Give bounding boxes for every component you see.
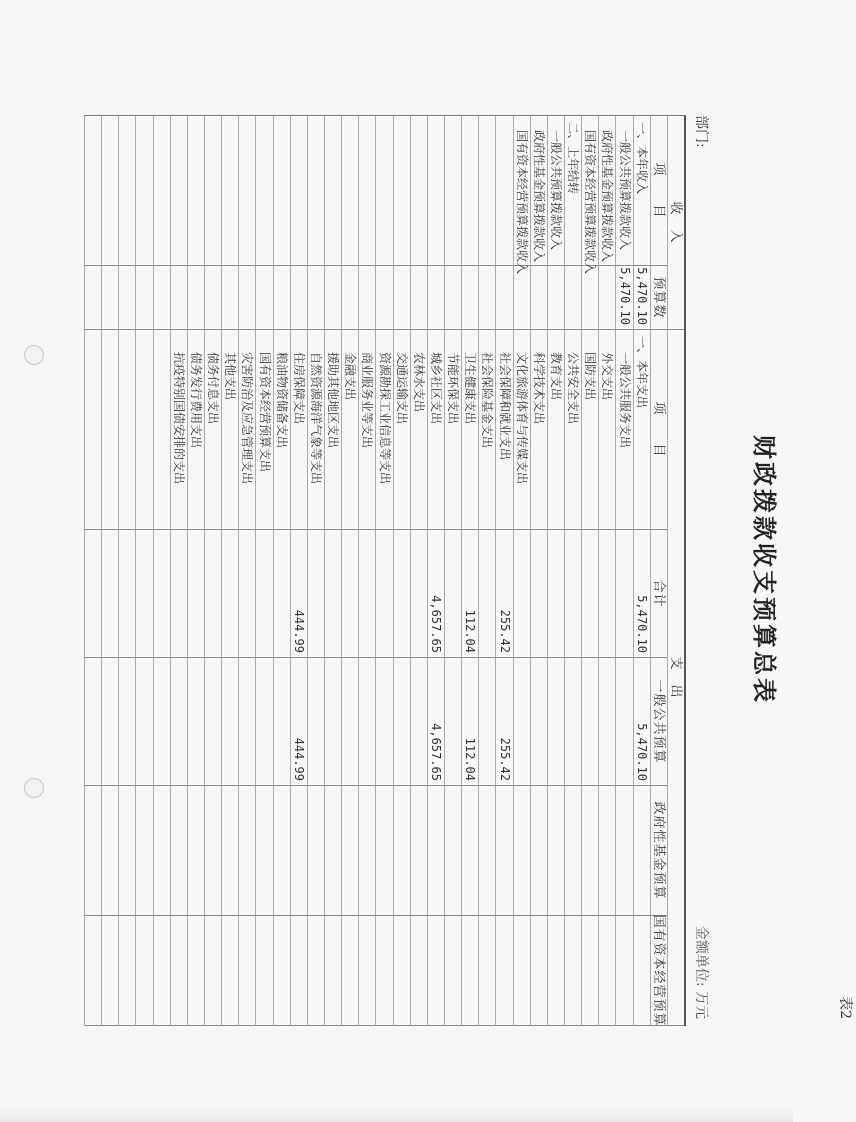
income-empty-cell xyxy=(324,266,341,330)
document-header xyxy=(686,115,853,1025)
income-empty-cell xyxy=(444,266,461,330)
expense-state-cell xyxy=(564,916,581,1026)
expense-item-header: 项 目 xyxy=(650,330,667,530)
expense-general-cell xyxy=(375,658,392,786)
income-empty-cell xyxy=(118,116,135,266)
expense-general-cell xyxy=(393,658,410,786)
expense-state-cell xyxy=(187,916,204,1026)
expense-empty-cell xyxy=(135,786,152,916)
expense-item-cell: 住房保障支出 xyxy=(290,330,307,530)
expense-general-cell xyxy=(547,658,564,786)
expense-total-cell xyxy=(204,530,221,658)
expense-general-cell xyxy=(204,658,221,786)
punch-hole-top xyxy=(24,345,44,365)
expense-item-cell: 社会保险基金支出 xyxy=(478,330,495,530)
expense-empty-cell xyxy=(101,330,118,530)
expense-total-cell xyxy=(170,530,187,658)
expense-empty-cell xyxy=(101,530,118,658)
expense-general-cell xyxy=(598,658,615,786)
expense-state-cell xyxy=(375,916,392,1026)
income-empty-cell xyxy=(101,266,118,330)
expense-fund-cell xyxy=(547,786,564,916)
expense-empty-cell xyxy=(84,658,101,786)
expense-fund-cell xyxy=(255,786,272,916)
income-budget-cell: 5,470.10 xyxy=(633,266,650,330)
expense-fund-cell xyxy=(581,786,598,916)
expense-group-header: 支 出 xyxy=(667,330,684,1026)
income-budget-cell xyxy=(581,266,598,330)
income-empty-cell xyxy=(290,116,307,266)
expense-total-cell xyxy=(273,530,290,658)
income-item-cell: 政府性基金预算拨款收入 xyxy=(598,116,615,266)
expense-state-cell xyxy=(324,916,341,1026)
income-empty-cell xyxy=(118,266,135,330)
income-empty-cell xyxy=(358,116,375,266)
expense-item-cell: 粮油物资储备支出 xyxy=(273,330,290,530)
income-item-cell: 政府性基金预算拨款收入 xyxy=(530,116,547,266)
income-empty-cell xyxy=(324,116,341,266)
expense-state-cell xyxy=(410,916,427,1026)
income-empty-cell xyxy=(478,116,495,266)
income-budget-cell xyxy=(530,266,547,330)
income-empty-cell xyxy=(461,266,478,330)
income-empty-cell xyxy=(358,266,375,330)
expense-general-cell xyxy=(307,658,324,786)
expense-state-cell xyxy=(358,916,375,1026)
income-empty-cell xyxy=(427,266,444,330)
expense-state-cell xyxy=(273,916,290,1026)
expense-total-cell xyxy=(410,530,427,658)
expense-total-cell xyxy=(444,530,461,658)
expense-state-cell xyxy=(495,916,512,1026)
expense-fund-cell xyxy=(598,786,615,916)
expense-total-cell xyxy=(358,530,375,658)
income-empty-cell xyxy=(273,266,290,330)
income-empty-cell xyxy=(135,266,152,330)
income-budget-cell xyxy=(598,266,615,330)
document-title: 财政拨款收支预算总表 xyxy=(750,435,779,705)
expense-general-cell xyxy=(221,658,238,786)
expense-total-cell xyxy=(187,530,204,658)
income-empty-cell xyxy=(393,266,410,330)
expense-total-cell xyxy=(513,530,530,658)
expense-total-cell: 255.42 xyxy=(495,530,512,658)
expense-fund-cell xyxy=(615,786,632,916)
expense-general-cell xyxy=(238,658,255,786)
expense-item-cell: 资源勘探工业信息等支出 xyxy=(375,330,392,530)
expense-empty-cell xyxy=(118,330,135,530)
expense-fund-cell xyxy=(358,786,375,916)
expense-state-cell xyxy=(238,916,255,1026)
income-empty-cell xyxy=(187,116,204,266)
expense-item-cell: 文化旅游体育与传媒支出 xyxy=(513,330,530,530)
expense-item-cell: 卫生健康支出 xyxy=(461,330,478,530)
expense-total-cell xyxy=(478,530,495,658)
expense-general-cell xyxy=(478,658,495,786)
expense-total-cell: 4,657.65 xyxy=(427,530,444,658)
expense-fund-cell xyxy=(633,786,650,916)
expense-total-cell xyxy=(324,530,341,658)
expense-total-cell xyxy=(307,530,324,658)
income-empty-cell xyxy=(204,266,221,330)
expense-state-cell xyxy=(547,916,564,1026)
expense-state-cell xyxy=(307,916,324,1026)
income-group-header: 收 入 xyxy=(667,116,684,330)
expense-item-cell: 交通运输支出 xyxy=(393,330,410,530)
income-empty-cell xyxy=(393,116,410,266)
income-empty-cell xyxy=(410,116,427,266)
expense-general-cell: 255.42 xyxy=(495,658,512,786)
expense-fund-cell xyxy=(238,786,255,916)
expense-general-cell xyxy=(410,658,427,786)
expense-fund-cell xyxy=(221,786,238,916)
expense-state-cell xyxy=(615,916,632,1026)
expense-fund-cell xyxy=(341,786,358,916)
expense-general-cell: 4,657.65 xyxy=(427,658,444,786)
income-empty-cell xyxy=(307,266,324,330)
expense-empty-cell xyxy=(135,530,152,658)
expense-empty-cell xyxy=(118,916,135,1026)
income-item-header: 项 目 xyxy=(650,116,667,266)
expense-total-cell xyxy=(255,530,272,658)
expense-item-cell: 节能环保支出 xyxy=(444,330,461,530)
income-item-cell: 国有资本经营预算拨款收入 xyxy=(581,116,598,266)
expense-fund-cell xyxy=(427,786,444,916)
expense-state-cell xyxy=(478,916,495,1026)
expense-empty-cell xyxy=(118,658,135,786)
expense-general-cell xyxy=(273,658,290,786)
expense-total-cell: 444.99 xyxy=(290,530,307,658)
expense-state-cell xyxy=(598,916,615,1026)
income-empty-cell xyxy=(478,266,495,330)
expense-total-cell xyxy=(530,530,547,658)
expense-item-cell: 金融支出 xyxy=(341,330,358,530)
expense-general-cell xyxy=(187,658,204,786)
income-budget-cell xyxy=(547,266,564,330)
expense-general-cell xyxy=(170,658,187,786)
income-empty-cell xyxy=(84,116,101,266)
expense-fund-cell xyxy=(307,786,324,916)
expense-general-header: 一般公共预算 xyxy=(650,658,667,786)
budget-table xyxy=(84,115,686,1026)
expense-state-cell xyxy=(341,916,358,1026)
income-empty-cell xyxy=(341,266,358,330)
expense-general-cell: 112.04 xyxy=(461,658,478,786)
expense-fund-cell xyxy=(170,786,187,916)
expense-item-cell: 债务发行费用支出 xyxy=(187,330,204,530)
expense-empty-cell xyxy=(84,786,101,916)
income-empty-cell xyxy=(84,266,101,330)
expense-total-cell: 112.04 xyxy=(461,530,478,658)
expense-empty-cell xyxy=(153,786,170,916)
expense-general-cell: 5,470.10 xyxy=(633,658,650,786)
expense-fund-cell xyxy=(290,786,307,916)
income-empty-cell xyxy=(290,266,307,330)
expense-total-cell: 5,470.10 xyxy=(633,530,650,658)
expense-empty-cell xyxy=(101,916,118,1026)
income-empty-cell xyxy=(341,116,358,266)
expense-fund-cell xyxy=(204,786,221,916)
expense-item-cell: 城乡社区支出 xyxy=(427,330,444,530)
expense-state-cell xyxy=(581,916,598,1026)
expense-fund-cell xyxy=(478,786,495,916)
income-empty-cell xyxy=(255,116,272,266)
income-empty-cell xyxy=(170,266,187,330)
expense-state-cell xyxy=(461,916,478,1026)
expense-state-cell xyxy=(290,916,307,1026)
expense-general-cell xyxy=(581,658,598,786)
expense-state-cell xyxy=(170,916,187,1026)
expense-empty-cell xyxy=(84,330,101,530)
expense-state-cell xyxy=(204,916,221,1026)
income-empty-cell xyxy=(221,116,238,266)
table-number: 表2 xyxy=(837,996,853,1019)
income-empty-cell xyxy=(153,116,170,266)
expense-total-cell xyxy=(598,530,615,658)
expense-total-cell xyxy=(581,530,598,658)
income-empty-cell xyxy=(238,266,255,330)
income-empty-cell xyxy=(101,116,118,266)
expense-state-cell xyxy=(444,916,461,1026)
expense-item-cell: 社会保障和就业支出 xyxy=(495,330,512,530)
expense-fund-cell xyxy=(461,786,478,916)
expense-item-cell: 债务付息支出 xyxy=(204,330,221,530)
expense-empty-cell xyxy=(101,658,118,786)
expense-total-cell xyxy=(564,530,581,658)
expense-empty-cell xyxy=(153,658,170,786)
expense-fund-cell xyxy=(375,786,392,916)
income-empty-cell xyxy=(238,116,255,266)
expense-fund-cell xyxy=(513,786,530,916)
expense-total-cell xyxy=(341,530,358,658)
expense-empty-cell xyxy=(153,530,170,658)
expense-general-cell xyxy=(324,658,341,786)
expense-fund-cell xyxy=(495,786,512,916)
expense-total-cell xyxy=(375,530,392,658)
expense-general-cell xyxy=(530,658,547,786)
expense-empty-cell xyxy=(135,916,152,1026)
expense-general-cell: 444.99 xyxy=(290,658,307,786)
expense-state-header: 国有资本经营预算 xyxy=(651,914,667,1027)
income-empty-cell xyxy=(153,266,170,330)
expense-fund-cell xyxy=(187,786,204,916)
income-item-cell: 国有资本经营预算拨款收入 xyxy=(513,116,530,266)
expense-state-cell xyxy=(255,916,272,1026)
expense-item-cell: 外交支出 xyxy=(598,330,615,530)
income-budget-cell: 5,470.10 xyxy=(615,266,632,330)
expense-item-cell: 援助其他地区支出 xyxy=(324,330,341,530)
income-empty-cell xyxy=(307,116,324,266)
income-empty-cell xyxy=(187,266,204,330)
expense-fund-header: 政府性基金预算 xyxy=(650,786,667,916)
expense-total-cell xyxy=(547,530,564,658)
expense-item-cell: 商业服务业等支出 xyxy=(358,330,375,530)
expense-item-cell: 科学技术支出 xyxy=(530,330,547,530)
income-item-cell: 一、本年收入 xyxy=(633,116,650,266)
expense-general-cell xyxy=(341,658,358,786)
unit-label: 金额单位: 万元 xyxy=(693,925,709,1019)
income-budget-cell xyxy=(564,266,581,330)
expense-general-cell xyxy=(513,658,530,786)
expense-total-cell xyxy=(221,530,238,658)
income-empty-cell xyxy=(135,116,152,266)
expense-item-cell: 国有资本经营预算支出 xyxy=(255,330,272,530)
expense-total-header: 合计 xyxy=(650,530,667,658)
expense-total-cell xyxy=(615,530,632,658)
income-empty-cell xyxy=(170,116,187,266)
expense-empty-cell xyxy=(84,916,101,1026)
expense-item-cell: 公共安全支出 xyxy=(564,330,581,530)
income-empty-cell xyxy=(427,116,444,266)
expense-empty-cell xyxy=(84,530,101,658)
income-empty-cell xyxy=(444,116,461,266)
expense-general-cell xyxy=(615,658,632,786)
expense-general-cell xyxy=(564,658,581,786)
expense-state-cell xyxy=(427,916,444,1026)
expense-state-cell xyxy=(513,916,530,1026)
punch-hole-bottom xyxy=(24,778,44,798)
expense-empty-cell xyxy=(118,530,135,658)
expense-item-cell: 一般公共服务支出 xyxy=(615,330,632,530)
income-empty-cell xyxy=(255,266,272,330)
scan-edge xyxy=(0,1108,793,1122)
income-empty-cell xyxy=(495,266,512,330)
expense-item-cell: 抗疫特别国债安排的支出 xyxy=(170,330,187,530)
rotated-page xyxy=(76,115,853,1027)
income-item-cell: 一般公共预算拨款收入 xyxy=(547,116,564,266)
expense-fund-cell xyxy=(393,786,410,916)
expense-state-cell xyxy=(530,916,547,1026)
expense-state-cell xyxy=(393,916,410,1026)
expense-total-cell xyxy=(393,530,410,658)
expense-item-cell: 国防支出 xyxy=(581,330,598,530)
expense-state-cell xyxy=(221,916,238,1026)
income-empty-cell xyxy=(273,116,290,266)
expense-fund-cell xyxy=(324,786,341,916)
expense-item-cell: 一、本年支出 xyxy=(633,330,650,530)
expense-general-cell xyxy=(358,658,375,786)
expense-item-cell: 灾害防治及应急管理支出 xyxy=(238,330,255,530)
expense-empty-cell xyxy=(135,658,152,786)
expense-item-cell: 其他支出 xyxy=(221,330,238,530)
expense-item-cell: 农林水支出 xyxy=(410,330,427,530)
expense-empty-cell xyxy=(153,330,170,530)
income-item-cell: 二、上年结转 xyxy=(564,116,581,266)
expense-item-cell: 教育支出 xyxy=(547,330,564,530)
expense-general-cell xyxy=(255,658,272,786)
expense-general-cell xyxy=(444,658,461,786)
income-empty-cell xyxy=(204,116,221,266)
expense-fund-cell xyxy=(564,786,581,916)
expense-fund-cell xyxy=(530,786,547,916)
expense-empty-cell xyxy=(135,330,152,530)
expense-fund-cell xyxy=(273,786,290,916)
expense-total-cell xyxy=(238,530,255,658)
expense-empty-cell xyxy=(118,786,135,916)
income-budget-header: 预算数 xyxy=(650,266,667,330)
income-empty-cell xyxy=(375,116,392,266)
expense-state-cell xyxy=(633,916,650,1026)
expense-empty-cell xyxy=(101,786,118,916)
income-empty-cell xyxy=(495,116,512,266)
income-empty-cell xyxy=(461,116,478,266)
department-label: 部门: xyxy=(693,115,709,148)
income-empty-cell xyxy=(375,266,392,330)
expense-fund-cell xyxy=(444,786,461,916)
income-item-cell: 一般公共预算拨款收入 xyxy=(615,116,632,266)
expense-empty-cell xyxy=(153,916,170,1026)
expense-fund-cell xyxy=(410,786,427,916)
income-empty-cell xyxy=(221,266,238,330)
income-empty-cell xyxy=(410,266,427,330)
expense-item-cell: 自然资源海洋气象等支出 xyxy=(307,330,324,530)
income-budget-cell xyxy=(513,266,530,330)
